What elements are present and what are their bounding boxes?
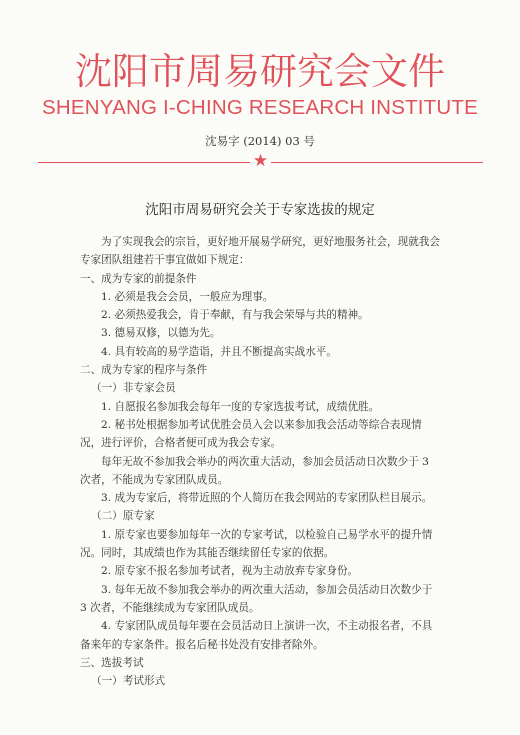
body-paragraph: 每年无故不参加我会举办的两次重大活动，参加会员活动日次数少于 3 次者，不能成为专家团队成员。: [80, 455, 429, 486]
list-item: 4. 具有较高的易学造诣，并且不断提高实战水平。: [101, 345, 337, 358]
list-item: 1. 原专家也要参加每年一次的专家考试，以检验自己易学水平的提升情况。同时，其成绩也作为其能否继续留任专家的依据。: [80, 528, 433, 560]
list-item: 1. 必须是我会会员，一般应为理事。: [101, 290, 274, 303]
list-item: 2. 原专家不报名参加考试者，视为主动放弃专家身份。: [101, 565, 359, 578]
organization-name-chinese: 沈阳市周易研究会文件: [75, 50, 445, 93]
document-title: 沈阳市周易研究会关于专家选拔的规定: [145, 202, 375, 218]
organization-name-english: SHENYANG I-CHING RESEARCH INSTITUTE: [41, 96, 479, 119]
list-item: 3. 德易双修，以德为先。: [101, 327, 221, 340]
header-divider-left: [38, 162, 250, 163]
document-body: [80, 233, 442, 690]
section-heading: 三、选拔考试: [80, 656, 144, 669]
subsection-heading: （一）非专家会员: [91, 382, 176, 395]
subsection-heading: （二）原专家: [91, 510, 155, 523]
subsection-heading: （一）考试形式: [91, 675, 166, 688]
list-item: 3. 每年无故不参加我会举办的两次重大活动，参加会员活动日次数少于 3 次者，不能继续成为专家团队成员。: [80, 583, 433, 614]
list-item: 2. 必须热爱我会，肯于奉献，有与我会荣辱与共的精神。: [101, 309, 369, 322]
list-item: 4. 专家团队成员每年要在会员活动日上演讲一次，不主动报名者，不具备来年的专家条件。报名后秘书处没有安排者除外。: [80, 620, 433, 651]
list-item: 1. 自愿报名参加我会每年一度的专家选拔考试，成绩优胜。: [101, 400, 380, 413]
list-item: 3. 成为专家后，将带近照的个人简历在我会网站的专家团队栏目展示。: [101, 492, 433, 505]
header-divider-right: [271, 162, 483, 163]
section-heading: 一、成为专家的前提条件: [80, 272, 197, 285]
list-item: 2. 秘书处根据参加考试优胜会员入会以来参加我会活动等综合表现情况，进行评价，合格者便可成为我会专家。: [80, 418, 422, 450]
star-icon: ★: [252, 151, 269, 171]
section-heading: 二、成为专家的程序与条件: [80, 364, 208, 377]
document-number: 沈易字 (2014) 03 号: [205, 134, 315, 148]
intro-paragraph: 为了实现我会的宗旨，更好地开展易学研究，更好地服务社会，现就我会专家团队组建若干事宜做如下规定：: [80, 236, 440, 267]
